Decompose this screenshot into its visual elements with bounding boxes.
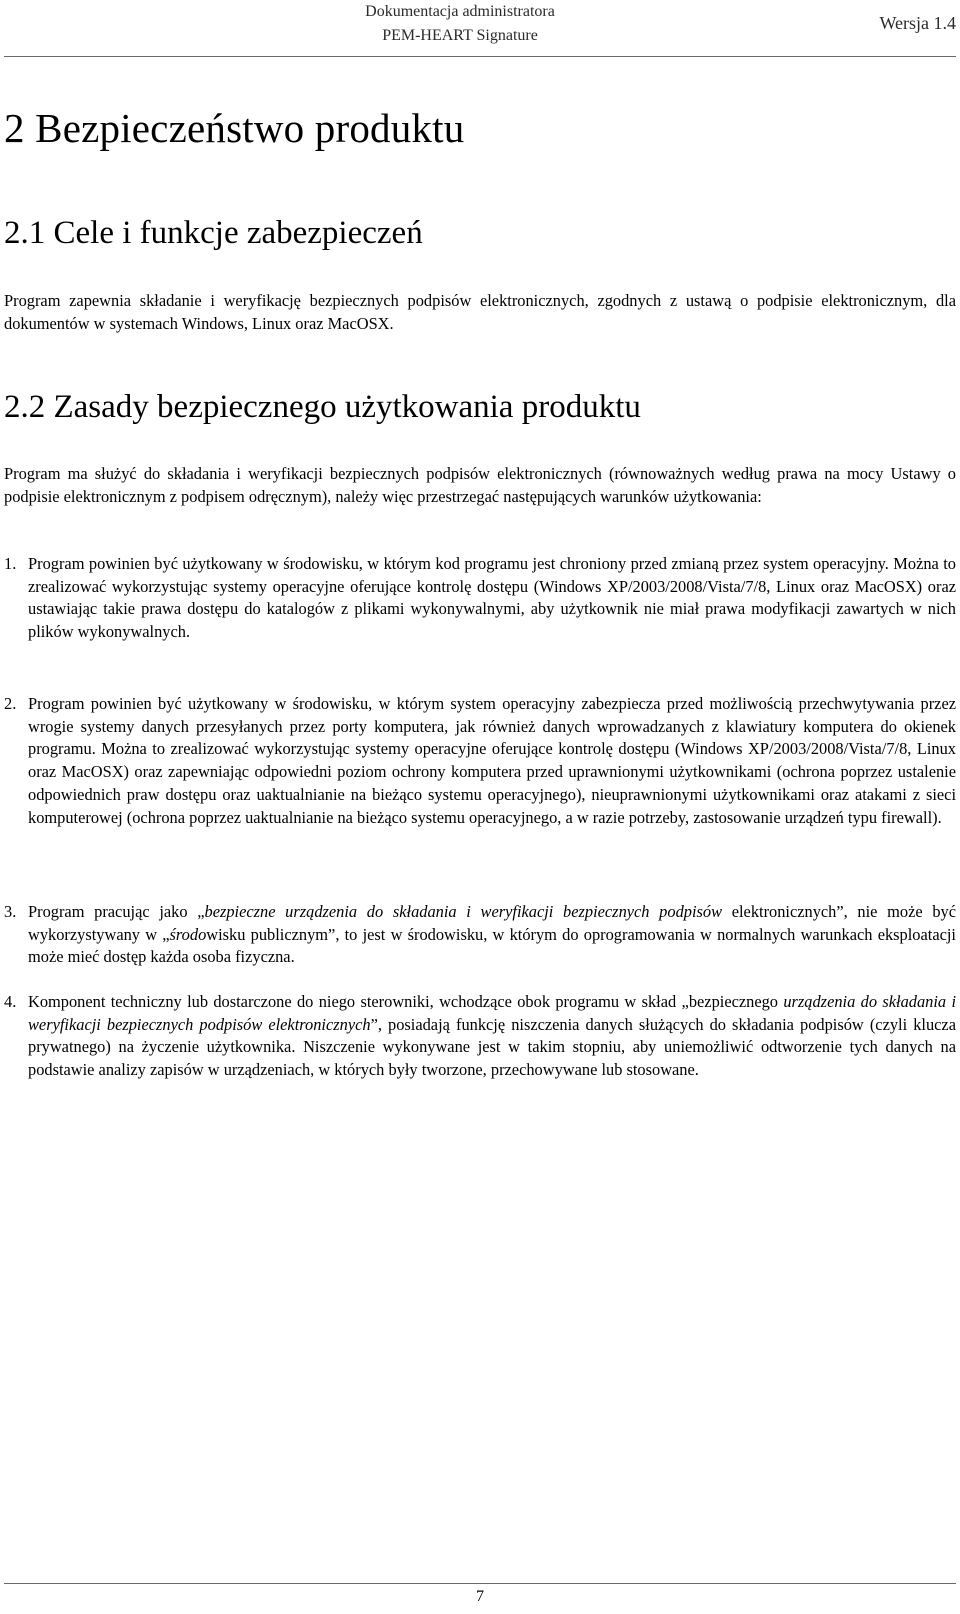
list-item-italic-term: środo <box>169 924 207 944</box>
list-item-number: 3. <box>4 902 17 921</box>
footer-divider <box>4 1583 956 1584</box>
list-item-1 <box>4 553 956 644</box>
list-item-text-part: elektronicznych”, nie może być wykorzystywany w „ <box>28 902 956 944</box>
chapter-title: 2 Bezpieczeństwo produktu <box>4 105 465 151</box>
section-2-2-intro: Program ma służyć do składania i weryfikacji bezpiecznych podpisów elektronicznych (równoważnych według prawa na mocy Ustawy o podpisie elektronicznym z podpisem odręcznym), należy więc przestrzegać następujących warunków użytkowania: <box>4 464 956 506</box>
list-item-text-part: Program pracując jako „ <box>28 902 205 921</box>
header-version: Wersja 1.4 <box>879 13 956 33</box>
list-item-text: Program powinien być użytkowany w środowisku, w którym kod programu jest chroniony przed zmianą przez system operacyjny. Można to zrealizować wykorzystując systemy operacyjne oferujące kontrolę dostępu (Windows XP/2003/2008/Vista/7/8, Linux oraz MacOSX) oraz ustawiając takie prawa dostępu do katalogów z plikami wykonywalnymi, aby użytkownik nie miał prawa modyfikacji zawartych w nich plików wykonywalnych. <box>28 554 956 642</box>
list-item-text <box>4 991 956 1082</box>
list-item-3 <box>4 901 956 969</box>
list-item-4 <box>4 991 956 1082</box>
list-item-number: 1. <box>4 554 17 573</box>
list-item-number: 2. <box>4 694 17 713</box>
list-item-2 <box>4 693 956 829</box>
section-2-2-title: 2.2 Zasady bezpiecznego użytkowania produktu <box>4 389 641 425</box>
list-item-text-part: Komponent techniczny lub dostarczone do niego sterowniki, wchodzące obok programu w skład „bezpiecznego <box>28 992 784 1011</box>
header-document-title: Dokumentacja administratora <box>365 3 555 20</box>
header-product-name: PEM-HEART Signature <box>382 27 538 44</box>
list-item-italic-term: urządzenia do składania i weryfikacji bezpiecznych podpisów elektronicznych <box>28 992 956 1034</box>
list-item-text <box>4 901 956 969</box>
list-item-text-part: ”, posiadają funkcję niszczenia danych służących do składania podpisów (czyli klucza prywatnego) na życzenie użytkownika. Niszczenie wykonywane jest w takim stopniu, aby uniemożliwić odtworzenie tych danych na podstawie analizy zapisów w urządzeniach, w których były tworzone, przechowywane lub stosowane. <box>28 1014 956 1080</box>
section-2-1-title: 2.1 Cele i funkcje zabezpieczeń <box>4 215 423 251</box>
header-title-block <box>300 0 620 48</box>
page-header <box>0 0 960 60</box>
header-divider <box>4 56 956 57</box>
list-item-text-part: wisku publicznym”, to jest w środowisku, w którym do oprogramowania w normalnych warunkach eksploatacji może mieć dostęp każda osoba fizyczna. <box>28 924 956 967</box>
list-item-italic-term: bezpieczne urządzenia do składania i weryfikacji bezpiecznych podpisów <box>204 902 723 921</box>
section-2-1-paragraph: Program zapewnia składanie i weryfikację bezpiecznych podpisów elektronicznych, zgodnych z ustawą o podpisie elektronicznym, dla dokumentów w systemach Windows, Linux oraz MacOSX. <box>4 291 956 333</box>
list-item-text: Program powinien być użytkowany w środowisku, w którym system operacyjny zabezpiecza przed możliwością przechwytywania przez wrogie systemy danych przesyłanych przez porty komputera, jak również danych wprowadzanych z klawiatury komputera do okienek programu. Można to zrealizować wykorzystując systemy operacyjne oferujące kontrolę dostępu (Windows XP/2003/2008/Vista/7/8, Linux oraz MacOSX) oraz zapewniając odpowiedni poziom ochrony komputera przed uprawnionymi użytkownikami (ochrona poprzez ustalenie odpowiednich praw dostępu oraz uaktualnianie na bieżąco systemu operacyjnego), nieuprawnionymi użytkownikami oraz atakami z sieci komputerowej (ochrona poprzez uaktualnianie na bieżąco systemu operacyjnego, a w razie potrzeby, zastosowanie urządzeń typu firewall). <box>28 694 956 827</box>
list-item-number: 4. <box>4 992 17 1011</box>
page-number: 7 <box>476 1588 484 1605</box>
